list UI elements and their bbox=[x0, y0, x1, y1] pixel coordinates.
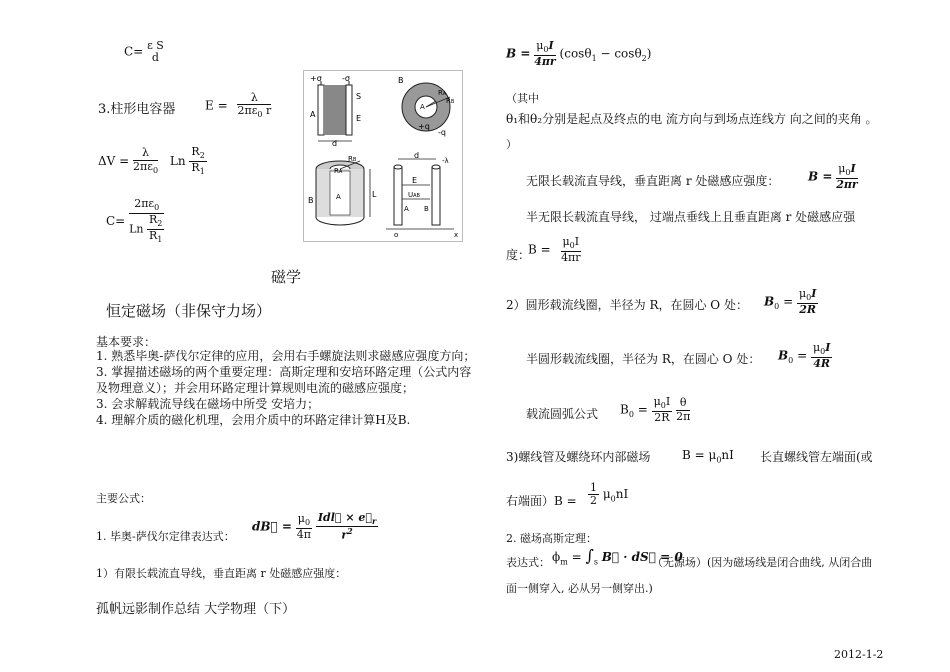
paren-open: （其中 bbox=[506, 92, 539, 105]
finite-wire-formula: B = $\frac{\mu_0I}{4\pi r}$ (cosθ$_1$ − cosθ$_2$) bbox=[506, 39, 652, 68]
arc-formula-text: 载流圆弧公式 bbox=[526, 407, 599, 421]
cyl-ra-label: RA bbox=[334, 167, 343, 175]
plus-sigma-label: +σ bbox=[310, 74, 322, 83]
distance-d-label: d bbox=[332, 139, 338, 148]
list-item: 4. 理解介质的磁化机理，会用介质中的环路定律计算H及B. bbox=[96, 413, 411, 427]
finite-line-text: 1）有限长载流直导线，垂直距离 r 处磁感应强度： bbox=[96, 567, 347, 580]
requirements-title: 基本要求： bbox=[96, 335, 157, 349]
footer-text: 孤帆远影制作总结 大学物理（下） bbox=[96, 602, 296, 617]
cylinder-heading: 3.柱形电容器 bbox=[98, 102, 176, 117]
origin-label: o bbox=[394, 231, 399, 239]
sphere-b-label: B bbox=[398, 76, 404, 85]
infinite-wire-text: 无限长载流直导线，垂直距离 r 处磁感应强度： bbox=[526, 174, 780, 188]
uab-label: UAB bbox=[408, 191, 420, 199]
main-formulas-title: 主要公式： bbox=[96, 492, 151, 505]
capacitance-formula: C= $2\pi\varepsilon_0$ Ln $\frac{R_2}{R_1}$ bbox=[106, 197, 163, 245]
requirements-list bbox=[96, 348, 482, 428]
capacitor-formula: C= ε S d bbox=[124, 39, 164, 65]
x-axis-label: x bbox=[454, 231, 459, 239]
cap-denominator: d bbox=[151, 51, 159, 65]
cyl-rb-label: RB bbox=[348, 155, 357, 163]
wire-b-label: B bbox=[424, 205, 429, 213]
gauss-formula: $\phi_m = \int_s$ B⃗ · dS⃗ = 0 bbox=[552, 546, 683, 567]
cap-numerator: ε S bbox=[147, 39, 164, 52]
minus-lambda-label: -λ bbox=[442, 157, 449, 165]
e-field-formula: E = $\frac{\lambda}{2\pi\varepsilon_0 r}$ bbox=[205, 91, 272, 120]
solenoid-formula: $B = \mu_0nI$ bbox=[682, 448, 734, 465]
semicircle-text: 半圆形载流线圈，半径为 R，在圆心 O 处： bbox=[526, 352, 761, 366]
parallel-plate-diagram bbox=[310, 74, 361, 148]
half-infinite-formula: B = $\frac{\mu_0I}{4\pi r}$ bbox=[528, 235, 581, 264]
date-stamp: 2012-1-2 bbox=[834, 648, 884, 661]
degree-label: 度： bbox=[506, 248, 531, 262]
right-end-text: 右端面）B = bbox=[506, 494, 577, 508]
paren-close: ） bbox=[506, 138, 517, 151]
length-l-label: L bbox=[372, 190, 377, 199]
field-e-label: E bbox=[356, 114, 362, 123]
minus-sigma-label: -σ bbox=[342, 74, 350, 83]
wire-d-label: d bbox=[414, 151, 420, 160]
list-item: 3. 会求解载流导线在磁场中所受 安培力； bbox=[96, 397, 320, 411]
wire-a-label: A bbox=[404, 205, 409, 213]
cylinder-diagram bbox=[308, 155, 377, 225]
capacitor-figure bbox=[303, 70, 463, 242]
gauss-title: 2. 磁场高斯定理： bbox=[506, 532, 597, 545]
solenoid-text: 3)螺线管及螺绕环内部磁场 bbox=[506, 450, 651, 464]
area-s-label: S bbox=[356, 92, 362, 101]
arc-formula: $B_0$ = $\frac{\mu_0I}{2R}$ $\frac{\theta}{2\pi}$ bbox=[620, 395, 691, 424]
gauss-label: 表达式： bbox=[506, 556, 550, 569]
wire-e-label: E bbox=[412, 176, 418, 185]
sphere-ra-label: RA bbox=[438, 89, 447, 97]
circle-loop-formula: $B_0$ = $\frac{\mu_0I}{2R}$ bbox=[764, 287, 817, 316]
biot-savart-formula: dB⃗ = $\frac{\mu_0}{4\pi}$ $\frac{Idl⃗ \times e⃗_r}{r^2}$ bbox=[252, 511, 377, 542]
cyl-a-label: A bbox=[336, 193, 341, 201]
theta-description: θ₁和θ₂分别是起点及终点的电 流方向与到场点连线方 向之间的夹角 。 bbox=[506, 112, 878, 126]
subsection-title: 恒定磁场（非保守力场） bbox=[106, 302, 272, 320]
gauss-note: （无源场）(因为磁场线是闭合曲线, 从闭合曲 bbox=[652, 556, 873, 569]
plate-a-label: A bbox=[310, 110, 316, 119]
semicircle-formula: $B_0$ = $\frac{\mu_0I}{4R}$ bbox=[778, 341, 831, 370]
circle-loop-text: 2）圆形载流线圈，半径为 R，在圆心 O 处： bbox=[506, 298, 748, 312]
sphere-rb-label: RB bbox=[446, 97, 455, 105]
sphere-minus-q-label: -q bbox=[438, 128, 446, 137]
list-item: 3. 掌握描述磁场的两个重要定理：高斯定理和安培环路定理（公式内容及物理意义）；并会用环路定理计算规则电流的磁感应强度； bbox=[96, 365, 472, 395]
section-title: 磁学 bbox=[271, 268, 302, 286]
infinite-wire-formula: B = $\frac{\mu_0I}{2\pi r}$ bbox=[808, 162, 858, 191]
two-wire-diagram bbox=[386, 151, 458, 239]
voltage-formula: ΔV = $\frac{\lambda}{2\pi\varepsilon_0}$ Ln $\frac{R_2}{R_1}$ bbox=[98, 145, 205, 177]
cyl-b-label: B bbox=[308, 196, 314, 205]
solenoid-end-text: 长直螺线管左端面(或 bbox=[760, 450, 873, 464]
sphere-plus-q-label: +q bbox=[418, 122, 430, 131]
spherical-diagram bbox=[398, 76, 455, 137]
biot-label: 1. 毕奥-萨伐尔定律表达式： bbox=[96, 530, 235, 543]
half-infinite-text: 半无限长载流直导线， 过端点垂线上且垂直距离 r 处磁感应强 bbox=[526, 210, 856, 224]
sphere-a-label: A bbox=[420, 103, 425, 111]
list-item: 1. 熟悉毕奥-萨伐尔定律的应用，会用右手螺旋法则求磁感应强度方向； bbox=[96, 349, 476, 363]
gauss-note-2: 面一侧穿入, 必从另一侧穿出.) bbox=[506, 582, 653, 595]
solenoid-end-formula: $\frac{1}{2}$ $\mu_0nI$ bbox=[590, 481, 629, 508]
